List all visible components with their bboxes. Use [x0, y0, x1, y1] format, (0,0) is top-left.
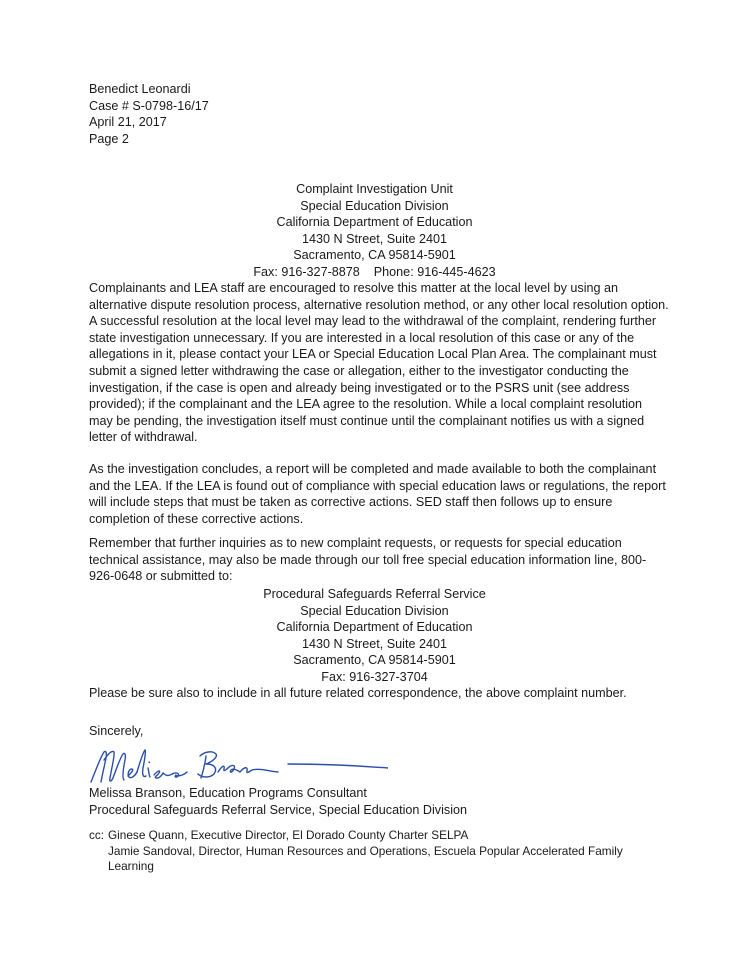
address-line: Special Education Division: [300, 198, 449, 213]
investigation-paragraph: As the investigation concludes, a report will be completed and made available to both the complainant and the LEA. If the LEA is found out of compliance with special education laws or regulations, the report will include steps that must be taken as corrective actions. SED staff then follows up to ensure completion of these corrective actions.: [89, 462, 666, 526]
address-line: California Department of Education: [276, 620, 473, 635]
psrs-address: [0, 586, 749, 686]
letter-date: April 21, 2017: [89, 115, 167, 130]
address-line: Special Education Division: [300, 603, 449, 618]
address-line: 1430 N Street, Suite 2401: [302, 636, 447, 651]
page-number: Page 2: [89, 131, 129, 146]
signer-department: Procedural Safeguards Referral Service, Special Education Division: [89, 802, 468, 817]
signer-name-title: Melissa Branson, Education Programs Consultant: [89, 786, 367, 800]
complaint-unit-address: [0, 181, 749, 281]
closing-salutation: Sincerely,: [89, 724, 144, 738]
address-line: California Department of Education: [276, 215, 473, 230]
address-line: Complaint Investigation Unit: [296, 182, 453, 196]
cc-label: cc:: [89, 828, 105, 842]
cc-entry: Jamie Sandoval, Director, Human Resources and Operations, Escuela Popular Accelerated Family: [108, 843, 623, 858]
cc-entry-continued: Learning: [108, 859, 154, 874]
case-number: Case # S-0798-16/17: [89, 98, 209, 113]
signer-block: [89, 785, 467, 818]
address-line: 1430 N Street, Suite 2401: [302, 231, 447, 246]
contact-numbers: Fax: 916-327-8878 Phone: 916-445-4623: [253, 264, 496, 279]
address-line: Sacramento, CA 95814-5901: [293, 653, 456, 668]
inquiries-paragraph: Remember that further inquiries as to new complaint requests, or requests for special education technical assistance, may also be made through our toll free special education information line, 800-926-0648 or submitted to:: [89, 536, 647, 584]
correspondence-paragraph: Please be sure also to include in all future related correspondence, the above complaint number.: [89, 686, 627, 700]
cc-list: [89, 828, 669, 875]
address-line: Sacramento, CA 95814-5901: [293, 248, 456, 263]
recipient-name: Benedict Leonardi: [89, 82, 191, 96]
address-line: Procedural Safeguards Referral Service: [263, 587, 486, 601]
cc-entry: Ginese Quann, Executive Director, El Dorado County Charter SELPA: [108, 828, 469, 842]
fax-number: Fax: 916-327-3704: [321, 669, 428, 684]
handwritten-signature: [88, 742, 388, 790]
resolution-paragraph: Complainants and LEA staff are encouraged to resolve this matter at the local level by using an alternative dispute resolution process, alternative resolution method, or any other local resolution option. A successful resolution at the local level may lead to the withdrawal of the complaint, rendering further state investigation unnecessary. If you are interested in a local resolution of this case or any of the allegations in it, please contact your LEA or Special Education Local Plan Area. The complainant must submit a signed letter withdrawing the case or allegation, either to the investigator conducting the investigation, if the case is open and already being investigated or to the PSRS unit (see address provided); if the complainant and the LEA agree to the resolution. While a local complaint resolution may be pending, the investigation itself must continue until the complainant notifies us with a signed letter of withdrawal.: [89, 281, 669, 445]
letter-header: [89, 81, 209, 147]
